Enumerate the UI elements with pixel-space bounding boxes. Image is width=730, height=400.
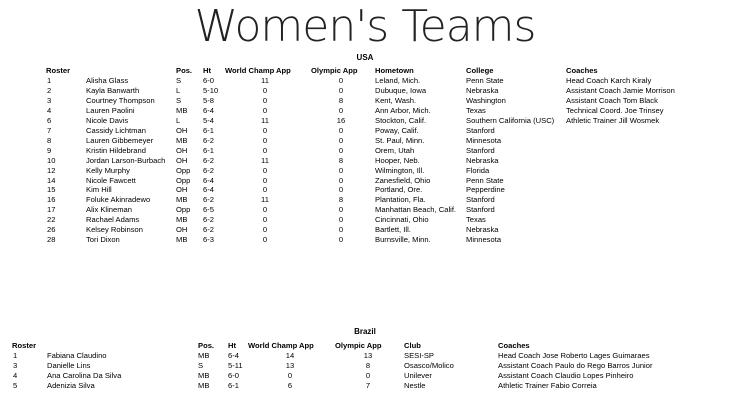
brazil-header-row [0,341,730,351]
player-name: Nicole Fawcett [86,175,136,185]
table-row [0,166,730,176]
world-champ-apps: 11 [261,195,269,205]
player-college: Minnesota [466,135,502,145]
ht-header: Ht [228,341,237,350]
player-club: Unilever [404,371,432,380]
player-height: 6-2 [203,155,214,165]
row-number: 3 [47,95,52,105]
player-hometown: Kent, Wash. [375,95,417,105]
player-college: Florida [466,165,490,175]
table-row [0,86,730,96]
player-position: OH [176,145,188,155]
player-college: Stanford [466,145,495,155]
olympic-apps: 0 [338,185,344,195]
world-champ-header: World Champ App [225,66,291,75]
table-row [0,185,730,195]
player-hometown: Orem, Utah [375,145,415,155]
player-name: Rachael Adams [86,215,140,225]
player-name: Fabiana Claudino [47,351,107,360]
table-row [0,96,730,106]
table-row [0,156,730,166]
player-name: Courtney Thompson [86,95,155,105]
row-number: 1 [47,76,52,85]
world-champ-apps: 0 [262,235,268,245]
player-height: 5-11 [228,361,243,370]
player-college: Penn State [466,76,504,85]
player-hometown: Dubuque, Iowa [375,85,427,95]
world-champ-apps: 0 [262,175,268,185]
pos-header: Pos. [176,66,193,75]
player-height: 5-10 [203,85,219,95]
olympic-apps: 0 [338,125,344,135]
player-club: SESI-SP [404,351,434,360]
player-position: MB [176,135,188,145]
player-height: 6-2 [203,225,214,235]
player-height: 6-4 [203,185,214,195]
player-height: 6-4 [228,351,239,360]
olympic-apps: 0 [338,76,344,85]
coach-entry: Athletic Trainer Fabio Correia [498,381,597,390]
player-hometown: Cincinnati, Ohio [375,215,429,225]
table-row [0,235,730,245]
ht-header: Ht [203,66,212,75]
world-champ-apps: 0 [262,105,268,115]
coach-entry: Head Coach Jose Roberto Lages Guimaraes [498,351,650,360]
player-position: MB [198,381,210,390]
olympic-apps: 0 [338,225,344,235]
coach-entry: Assistant Coach Paulo do Rego Barros Junior [498,361,653,370]
table-row [0,205,730,215]
table-row [0,116,730,126]
player-height: 6-1 [228,381,239,390]
table-row [0,225,730,235]
world-champ-apps: 0 [262,85,268,95]
player-college: Minnesota [466,235,502,245]
row-number: 8 [47,135,52,145]
olympic-apps: 0 [338,205,344,215]
world-champ-apps: 0 [262,125,268,135]
olympic-apps: 0 [338,85,344,95]
table-row [0,351,730,361]
coaches-header: Coaches [566,66,598,75]
row-number: 1 [13,351,18,360]
olympic-header: Olympic App [311,66,358,75]
player-hometown: Burnsville, Minn. [375,235,431,245]
player-hometown: Stockton, Calif. [375,115,427,125]
player-hometown: Plantation, Fla. [375,195,426,205]
player-position: Opp [176,205,191,215]
college-header: College [466,66,494,75]
row-number: 15 [47,185,56,195]
olympic-apps: 0 [338,145,344,155]
row-number: 6 [47,115,52,125]
table-row [0,76,730,86]
player-name: Kayla Banwarth [86,85,140,95]
player-name: Lauren Paolini [86,105,135,115]
player-name: Cassidy Lichtman [86,125,146,135]
player-position: MB [176,105,188,115]
player-hometown: Ann Arbor, Mich. [375,105,431,115]
player-height: 6-2 [203,195,214,205]
player-position: S [176,76,182,85]
brazil-team-heading: Brazil [354,327,376,336]
player-club: Nestle [404,381,426,390]
row-number: 26 [47,225,56,235]
olympic-apps: 8 [365,361,371,370]
row-number: 16 [47,195,56,205]
player-name: Kelly Murphy [86,165,130,175]
hometown-header: Hometown [375,66,414,75]
roster-header: Roster [12,341,37,350]
player-height: 6-0 [203,76,214,85]
table-row [0,146,730,156]
player-height: 6-4 [203,175,214,185]
row-number: 3 [13,361,18,370]
coach-entry: Assistant Coach Tom Black [566,95,658,105]
coach-entry: Assistant Coach Claudio Lopes Pinheiro [498,371,634,380]
row-number: 4 [47,105,52,115]
world-champ-apps: 0 [262,205,268,215]
player-name: Lauren Gibbemeyer [86,135,154,145]
player-name: Alisha Glass [86,76,129,85]
player-position: MB [176,215,188,225]
olympic-header: Olympic App [335,341,382,350]
world-champ-apps: 0 [262,215,268,225]
player-college: Stanford [466,125,495,135]
player-height: 6-2 [203,135,214,145]
olympic-apps: 7 [365,381,371,390]
player-height: 5-4 [203,115,214,125]
table-row [0,106,730,116]
player-college: Nebraska [466,155,499,165]
olympic-apps: 0 [338,135,344,145]
olympic-apps: 0 [338,235,344,245]
player-position: S [176,95,182,105]
row-number: 2 [47,85,52,95]
table-row [0,195,730,205]
world-champ-apps: 0 [262,135,268,145]
world-champ-apps: 11 [261,115,269,125]
row-number: 10 [47,155,56,165]
olympic-apps: 0 [338,105,344,115]
row-number: 28 [47,235,56,245]
player-height: 5-8 [203,95,214,105]
player-hometown: Portland, Ore. [375,185,423,195]
world-champ-apps: 14 [285,351,295,360]
coach-entry: Assistant Coach Jamie Morrison [566,85,675,95]
player-hometown: St. Paul, Minn. [375,135,425,145]
olympic-apps: 0 [338,165,344,175]
player-position: MB [176,195,188,205]
player-college: Penn State [466,175,504,185]
player-name: Alix Klineman [86,205,133,215]
player-college: Texas [466,105,486,115]
world-champ-apps: 0 [287,371,293,380]
player-name: Ana Carolina Da Silva [47,371,122,380]
player-college: Nebraska [466,225,499,235]
world-champ-apps: 13 [285,361,295,370]
player-height: 6-5 [203,205,214,215]
olympic-apps: 8 [338,155,344,165]
world-champ-header: World Champ App [248,341,314,350]
player-name: Kim Hill [86,185,112,195]
player-position: MB [198,351,210,360]
player-height: 6-0 [228,371,239,380]
player-height: 6-1 [203,145,214,155]
table-row [0,371,730,381]
row-number: 7 [47,125,52,135]
player-name: Adenizia Silva [47,381,95,390]
row-number: 12 [47,165,56,175]
player-hometown: Hooper, Neb. [375,155,420,165]
player-hometown: Leland, Mich. [375,76,421,85]
world-champ-apps: 11 [261,76,269,85]
player-height: 6-3 [203,235,214,245]
row-number: 9 [47,145,52,155]
usa-header-row [0,66,730,76]
olympic-apps: 8 [338,195,344,205]
player-position: L [176,115,181,125]
pos-header: Pos. [198,341,215,350]
row-number: 14 [47,175,56,185]
coach-entry: Technical Coord. Joe Trinsey [566,105,664,115]
page-title: Women's Teams [194,1,536,52]
roster-header: Roster [46,66,71,75]
row-number: 4 [13,371,18,380]
player-hometown: Manhattan Beach, Calif. [375,205,457,215]
olympic-apps: 16 [336,115,346,125]
row-number: 22 [47,215,56,225]
world-champ-apps: 0 [262,95,268,105]
table-row [0,361,730,371]
player-name: Kelsey Robinson [86,225,143,235]
world-champ-apps: 0 [262,145,268,155]
player-name: Danielle Lins [47,361,91,370]
world-champ-apps: 0 [262,225,268,235]
player-position: L [176,85,181,95]
usa-team-heading: USA [356,53,374,62]
player-name: Nicole Davis [86,115,129,125]
row-number: 17 [47,205,56,215]
world-champ-apps: 6 [287,381,293,390]
player-college: Pepperdine [466,185,505,195]
player-height: 6-1 [203,125,214,135]
player-position: OH [176,225,188,235]
player-height: 6-2 [203,165,214,175]
player-name: Jordan Larson-Burbach [86,155,166,165]
player-college: Stanford [466,205,495,215]
player-position: OH [176,155,188,165]
table-row [0,215,730,225]
player-name: Tori Dixon [86,235,120,245]
row-number: 5 [13,381,18,390]
player-college: Southern California (USC) [466,115,555,125]
world-champ-apps: 0 [262,185,268,195]
player-position: MB [176,235,188,245]
player-hometown: Bartlett, Ill. [375,225,411,235]
player-position: S [198,361,204,370]
player-name: Foluke Akinradewo [86,195,151,205]
player-hometown: Wilmington, Ill. [375,165,425,175]
world-champ-apps: 11 [261,155,269,165]
coach-entry: Head Coach Karch Kiraly [566,76,652,85]
table-row [0,381,730,391]
table-row [0,126,730,136]
player-college: Texas [466,215,486,225]
olympic-apps: 0 [338,215,344,225]
table-row [0,136,730,146]
player-position: Opp [176,165,191,175]
player-college: Stanford [466,195,495,205]
player-position: MB [198,371,210,380]
player-height: 6-4 [203,105,214,115]
player-hometown: Zanesfield, Ohio [375,175,431,185]
olympic-apps: 8 [338,95,344,105]
club-header: Club [404,341,421,350]
player-position: OH [176,185,188,195]
olympic-apps: 0 [338,175,344,185]
player-club: Osasco/Molico [404,361,454,370]
player-hometown: Poway, Calif. [375,125,419,135]
coach-entry: Athletic Trainer Jill Wosmek [566,115,660,125]
olympic-apps: 13 [363,351,373,360]
player-college: Nebraska [466,85,499,95]
player-height: 6-2 [203,215,214,225]
player-college: Washington [466,95,506,105]
olympic-apps: 0 [365,371,371,380]
player-position: OH [176,125,188,135]
player-name: Kristin Hildebrand [86,145,146,155]
coaches-header: Coaches [498,341,530,350]
player-position: Opp [176,175,191,185]
table-row [0,176,730,186]
world-champ-apps: 0 [262,165,268,175]
